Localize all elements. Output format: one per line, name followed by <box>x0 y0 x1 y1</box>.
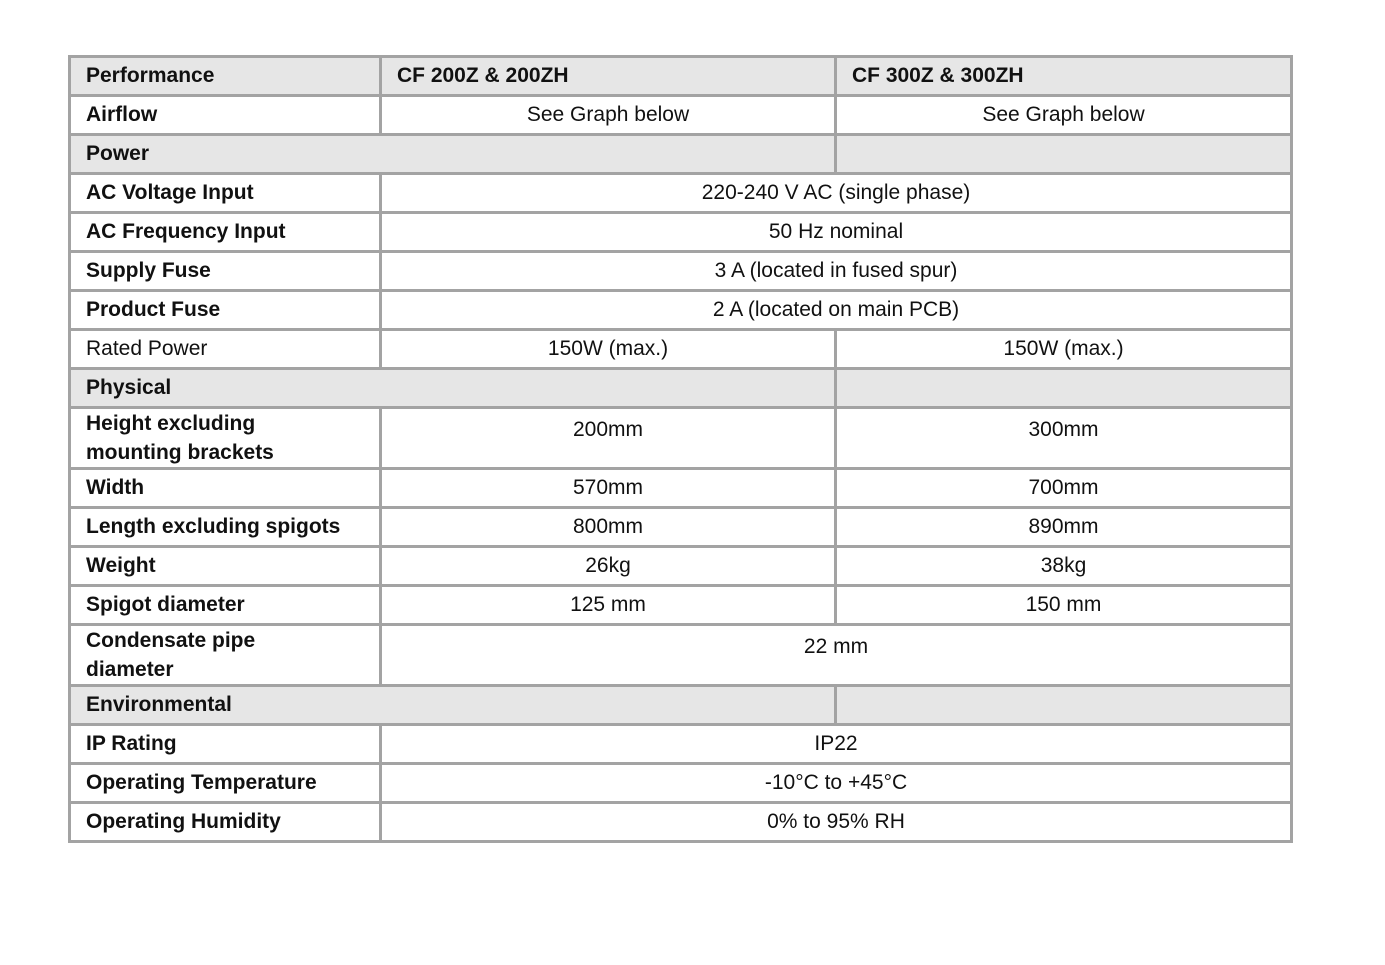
length-cf300: 890mm <box>836 508 1292 547</box>
length-cf200: 800mm <box>381 508 836 547</box>
table-row <box>70 725 1292 764</box>
table-row <box>70 174 1292 213</box>
row-label-height-line2: mounting brackets <box>86 441 274 464</box>
row-label-ac-frequency: AC Frequency Input <box>70 213 381 252</box>
section-row-environmental <box>70 686 1292 725</box>
row-label-condensate-line2: diameter <box>86 658 174 681</box>
width-cf300: 700mm <box>836 469 1292 508</box>
row-label-width: Width <box>70 469 381 508</box>
header-row <box>70 57 1292 96</box>
spec-table <box>68 55 1293 843</box>
table-row <box>70 625 1292 686</box>
table-row <box>70 764 1292 803</box>
airflow-cf300: See Graph below <box>836 96 1292 135</box>
row-label-airflow: Airflow <box>70 96 381 135</box>
op-humidity-value: 0% to 95% RH <box>381 803 1292 842</box>
row-label-product-fuse: Product Fuse <box>70 291 381 330</box>
row-label-condensate <box>70 625 381 686</box>
product-fuse-value: 2 A (located on main PCB) <box>381 291 1292 330</box>
table-row <box>70 803 1292 842</box>
section-row-physical <box>70 369 1292 408</box>
row-label-spigot: Spigot diameter <box>70 586 381 625</box>
row-label-height <box>70 408 381 469</box>
table-row <box>70 291 1292 330</box>
section-label-power: Power <box>70 135 836 174</box>
airflow-cf200: See Graph below <box>381 96 836 135</box>
row-label-ac-voltage: AC Voltage Input <box>70 174 381 213</box>
op-temp-value: -10°C to +45°C <box>381 764 1292 803</box>
table-row <box>70 213 1292 252</box>
ac-frequency-value: 50 Hz nominal <box>381 213 1292 252</box>
row-label-supply-fuse: Supply Fuse <box>70 252 381 291</box>
rated-power-cf200: 150W (max.) <box>381 330 836 369</box>
table-row <box>70 96 1292 135</box>
header-cf200: CF 200Z & 200ZH <box>381 57 836 96</box>
ac-voltage-value: 220-240 V AC (single phase) <box>381 174 1292 213</box>
ip-rating-value: IP22 <box>381 725 1292 764</box>
rated-power-cf300: 150W (max.) <box>836 330 1292 369</box>
header-performance: Performance <box>70 57 381 96</box>
row-label-ip-rating: IP Rating <box>70 725 381 764</box>
row-label-op-humidity: Operating Humidity <box>70 803 381 842</box>
row-label-length: Length excluding spigots <box>70 508 381 547</box>
row-label-weight: Weight <box>70 547 381 586</box>
table-row <box>70 252 1292 291</box>
width-cf200: 570mm <box>381 469 836 508</box>
weight-cf300: 38kg <box>836 547 1292 586</box>
header-cf300: CF 300Z & 300ZH <box>836 57 1292 96</box>
section-empty-cell <box>836 686 1292 725</box>
table-row <box>70 586 1292 625</box>
section-empty-cell <box>836 369 1292 408</box>
height-cf200: 200mm <box>381 408 836 469</box>
height-cf300: 300mm <box>836 408 1292 469</box>
table-row <box>70 547 1292 586</box>
table-row <box>70 508 1292 547</box>
spigot-cf200: 125 mm <box>381 586 836 625</box>
condensate-value: 22 mm <box>381 625 1292 686</box>
table-row <box>70 469 1292 508</box>
table-row <box>70 330 1292 369</box>
supply-fuse-value: 3 A (located in fused spur) <box>381 252 1292 291</box>
table-row <box>70 408 1292 469</box>
section-label-physical: Physical <box>70 369 836 408</box>
weight-cf200: 26kg <box>381 547 836 586</box>
section-label-environmental: Environmental <box>70 686 836 725</box>
row-label-rated-power: Rated Power <box>70 330 381 369</box>
section-row-power <box>70 135 1292 174</box>
spigot-cf300: 150 mm <box>836 586 1292 625</box>
row-label-op-temp: Operating Temperature <box>70 764 381 803</box>
row-label-condensate-line1: Condensate pipe <box>86 629 256 652</box>
section-empty-cell <box>836 135 1292 174</box>
row-label-height-line1: Height excluding <box>86 412 256 435</box>
